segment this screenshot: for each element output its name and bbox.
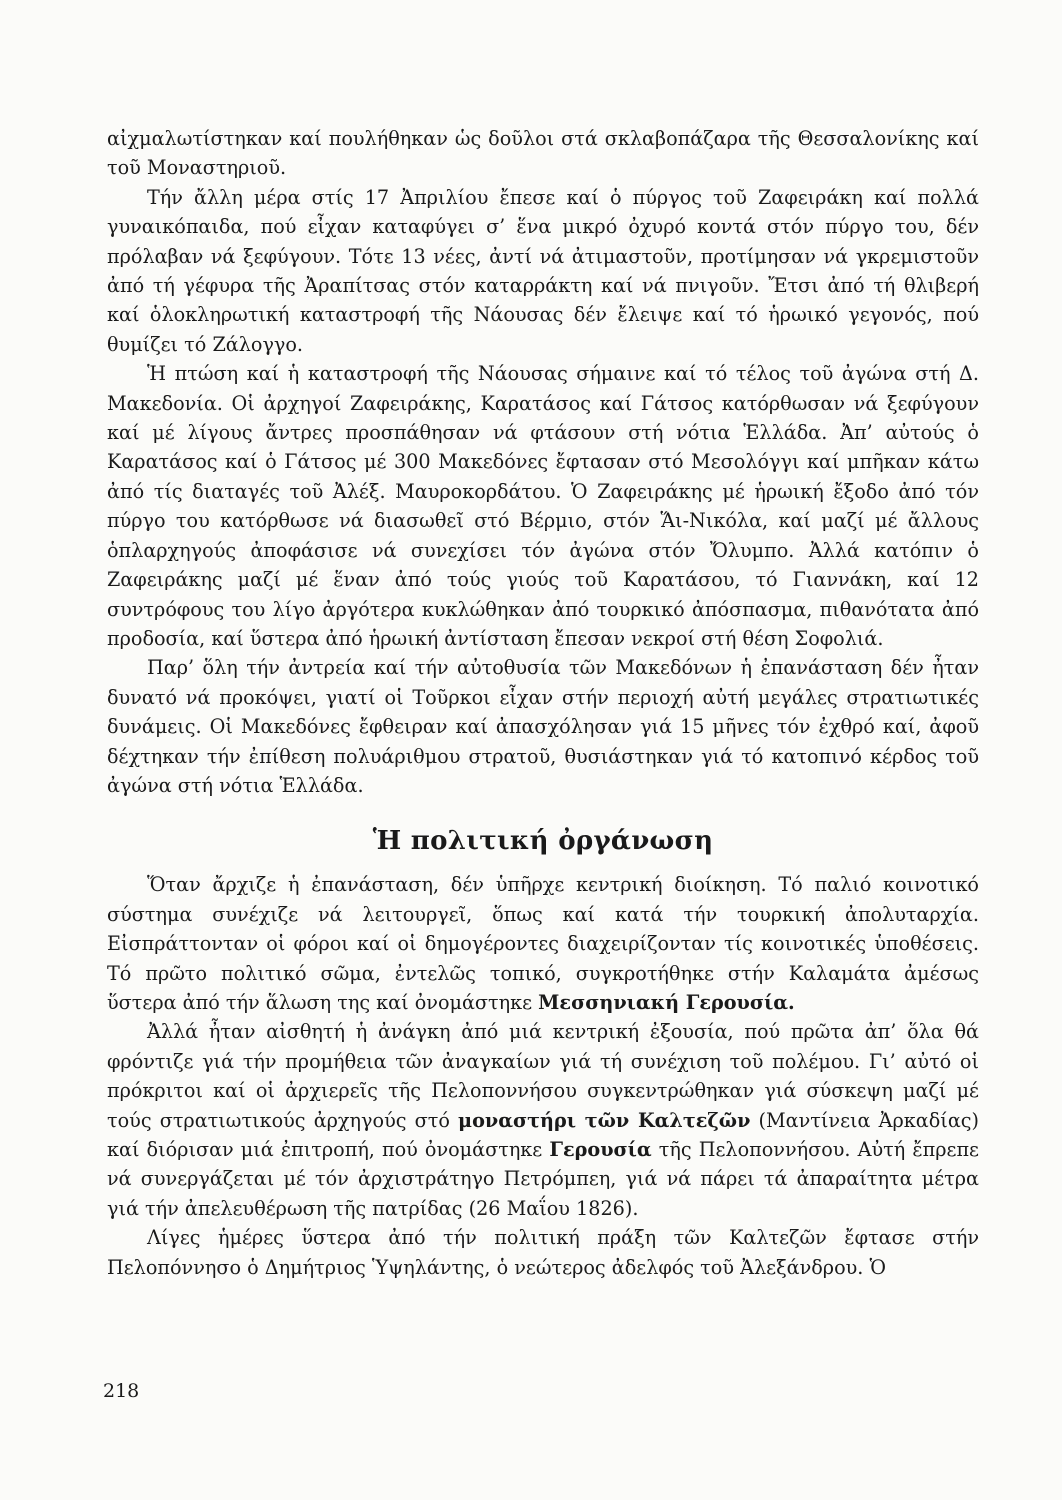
paragraph-6-text-2: (Μαντίνεια Ἀρκαδίας) καί διόρισαν μιά ἐπιτροπή, πού ὀνομάστηκε	[107, 1108, 980, 1161]
paragraph-5-bold-term: Μεσσηνιακή Γερουσία.	[538, 990, 795, 1014]
paragraph-1: αἰχμαλωτίστηκαν καί πουλήθηκαν ὡς δοῦλοι στά σκλαβοπάζαρα τῆς Θεσσαλονίκης καί τοῦ Μοναστηριοῦ.	[107, 127, 979, 180]
paragraph-3: Ἡ πτώση καί ἡ καταστροφή τῆς Νάουσας σήμαινε καί τό τέλος τοῦ ἀγώνα στή Δ. Μακεδονία. Οἱ ἀρχηγοί Ζαφειράκης, Καρατάσος καί Γάτσος κατόρθωσαν νά ξεφύγουν καί μέ λίγους ἄντρες προσπάθησαν νά φτάσουν στή νότια Ἑλλάδα. Ἀπ’ αὐτούς ὁ Καρατάσος καί ὁ Γάτσος μέ 300 Μακεδόνες ἔφτασαν στό Μεσολόγγι καί μπῆκαν κάτω ἀπό τίς διαταγές τοῦ Ἀλέξ. Μαυροκορδάτου. Ὁ Ζαφειράκης μέ ἡρωική ἔξοδο ἀπό τόν πύργο του κατόρθωσε νά διασωθεῖ στό Βέρμιο, στόν Ἅι-Νικόλα, καί μαζί μέ ἄλλους ὁπλαρχηγούς ἀποφάσισε νά συνεχίσει τόν ἀγώνα στόν Ὄλυμπο. Ἀλλά κατόπιν ὁ Ζαφειράκης μαζί μέ ἕναν ἀπό τούς γιούς τοῦ Καρατάσου, τό Γιαννάκη, καί 12 συντρόφους του λίγο ἀργότερα κυκλώθηκαν ἀπό τουρκικό ἀπόσπασμα, πιθανότατα ἀπό προδοσία, καί ὕστερα ἀπό ἡρωική ἀντίσταση ἔπεσαν νεκροί στή θέση Σοφολιά.	[107, 362, 979, 650]
paragraph-7: Λίγες ἡμέρες ὕστερα ἀπό τήν πολιτική πράξη τῶν Καλτεζῶν ἔφτασε στήν Πελοπόννησο ὁ Δημήτριος Ὑψηλάντης, ὁ νεώτερος ἀδελφός τοῦ Ἀλεξάνδρου. Ὁ	[107, 1226, 979, 1279]
paragraph-5-text: Ὅταν ἄρχιζε ἡ ἐπανάσταση, δέν ὑπῆρχε κεντρική διοίκηση. Τό παλιό κοινοτικό σύστημα συνέχιζε νά λειτουργεῖ, ὅπως καί κατά τήν τουρκική ἀπολυταρχία. Εἰσπράττονταν οἱ φόροι καί οἱ δημογέροντες διαχειρίζονταν τίς κοινοτικές ὑποθέσεις. Τό πρῶτο πολιτικό σῶμα, ἐντελῶς τοπικό, συγκροτήθηκε στήν Καλαμάτα ἀμέσως ὕστερα ἀπό τήν ἅλωση της καί ὀνομάστηκε	[107, 873, 979, 1014]
paragraph-4: Παρ’ ὅλη τήν ἀντρεία καί τήν αὐτοθυσία τῶν Μακεδόνων ἡ ἐπανάσταση δέν ἦταν δυνατό νά προκόψει, γιατί οἱ Τοῦρκοι εἶχαν στήν περιοχή αὐτή μεγάλες στρατιωτικές δυνάμεις. Οἱ Μακεδόνες ἔφθειραν καί ἀπασχόλησαν γιά 15 μῆνες τόν ἐχθρό καί, ἀφοῦ δέχτηκαν τήν ἐπίθεση πολυάριθμου στρατοῦ, θυσιάστηκαν γιά τό κατοπινό κέρδος τοῦ ἀγώνα στή νότια Ἑλλάδα.	[107, 656, 979, 797]
paragraph-6	[107, 1017, 979, 1223]
page-body	[107, 124, 979, 1282]
page-number: 218	[103, 1380, 140, 1402]
paragraph-5	[107, 870, 979, 1017]
paragraph-6-text-1: Ἀλλά ἦταν αἰσθητή ἡ ἀνάγκη ἀπό μιά κεντρική ἐξουσία, πού πρῶτα ἀπ’ ὅλα θά φρόντιζε γιά τήν προμήθεια τῶν ἀναγκαίων γιά τή συνέχιση τοῦ πολέμου. Γι’ αὐτό οἱ πρόκριτοι καί οἱ ἀρχιερεῖς τῆς Πελοποννήσου συγκεντρώθηκαν γιά σύσκεψη μαζί μέ τούς στρατιωτικούς ἀρχηγούς στό	[107, 1020, 979, 1132]
paragraph-6-text-3: τῆς Πελοποννήσου. Αὐτή ἔπρεπε νά συνεργάζεται μέ τόν ἀρχιστράτηγο Πετρόμπεη, γιά νά πάρει τά ἀπαραίτητα μέτρα γιά τήν ἀπελευθέρωση τῆς πατρίδας (26 Μαΐου 1826).	[107, 1138, 979, 1220]
paragraph-6-bold-term-2: Γερουσία	[549, 1138, 652, 1161]
paragraph-2: Τήν ἄλλη μέρα στίς 17 Ἀπριλίου ἔπεσε καί ὁ πύργος τοῦ Ζαφειράκη καί πολλά γυναικόπαιδα, πού εἶχαν καταφύγει σ’ ἕνα μικρό ὀχυρό κοντά στόν πύργο του, δέν πρόλαβαν νά ξεφύγουν. Τότε 13 νέες, ἀντί νά ἀτιμαστοῦν, προτίμησαν νά γκρεμιστοῦν ἀπό τή γέφυρα τῆς Ἀραπίτσας στόν καταρράκτη καί νά πνιγοῦν. Ἔτσι ἀπό τή θλιβερή καί ὁλοκληρωτική καταστροφή τῆς Νάουσας δέν ἔλειψε καί τό ἡρωικό γεγονός, πού θυμίζει τό Ζάλογγο.	[107, 185, 979, 356]
paragraph-6-bold-term-1: μοναστήρι τῶν Καλτεζῶν	[458, 1108, 751, 1132]
section-heading: Ἡ πολιτική ὀργάνωση	[372, 826, 714, 857]
